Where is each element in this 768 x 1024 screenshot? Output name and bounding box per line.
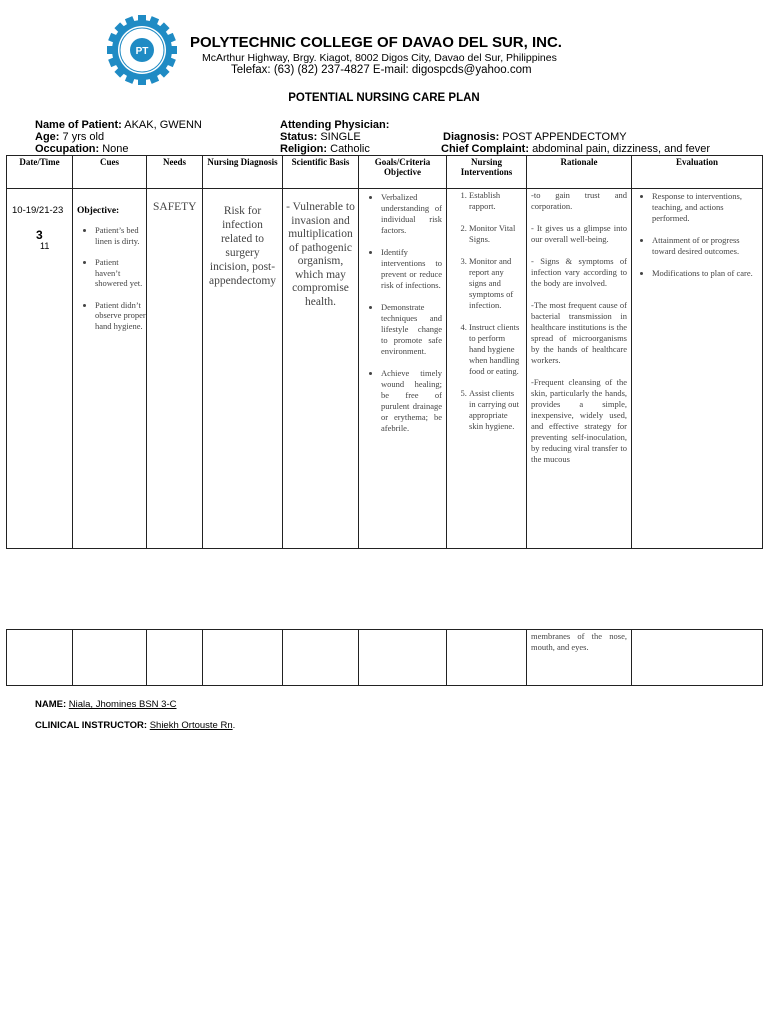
rationale-item: -Frequent cleansing of the skin, particularly the hands, provides a simple, inexpensive, widely used, and effective strategy for preventing self-inoculation, by reducing viral transfer to the mucous [531, 377, 627, 464]
patient-name: AKAK, GWENN [124, 119, 202, 131]
clinical-instructor-label: CLINICAL INSTRUCTOR: [35, 720, 148, 731]
patient-name-label: Name of Patient: [35, 119, 122, 131]
patient-age-line [35, 131, 104, 143]
religion-label: Religion: [280, 143, 328, 155]
date-big-number: 3 [36, 228, 43, 242]
rationale-item: -to gain trust and corporation. [531, 190, 627, 211]
interventions-list [447, 190, 526, 432]
evaluation-item: • Attainment of or progress toward desired outcomes. [652, 235, 758, 257]
header-date-time: Date/Time [7, 156, 73, 189]
cell-scientific-basis: - Vulnerable to invasion and multiplication of pathogenic organism, which may compromise health. [283, 189, 359, 549]
patient-name-line [35, 119, 202, 131]
rationale-item: - It gives us a glimpse into our overall well-being. [531, 223, 627, 244]
header-evaluation: Evaluation [632, 156, 763, 189]
cell-rationale-continued [527, 630, 632, 686]
date-value: 10-19/21-23 [12, 205, 64, 216]
rationale-continued-text: membranes of the nose, mouth, and eyes. [531, 631, 627, 652]
goal-item: • Identify interventions to prevent or reduce risk of infections. [381, 247, 442, 291]
cell-evaluation [632, 189, 763, 549]
evaluation-item: • Response to interventions, teaching, and actions performed. [652, 191, 758, 224]
cell-nursing-diagnosis: Risk for infection related to surgery incision, post-appendectomy [203, 189, 283, 549]
religion-line [280, 143, 370, 155]
patient-occupation-label: Occupation: [35, 143, 100, 155]
goal-item: • Achieve timely wound healing; be free of purulent drainage or erythema; be afebrile. [381, 368, 442, 434]
cell-empty [359, 630, 447, 686]
document-title: POTENTIAL NURSING CARE PLAN [288, 92, 480, 104]
patient-occupation-line [35, 143, 129, 155]
student-name-label: NAME: [35, 699, 67, 710]
table-row [7, 630, 763, 686]
evaluation-list [632, 191, 762, 279]
cell-needs: SAFETY [147, 189, 203, 549]
intervention-item: 3. Monitor and report any signs and symptoms of infection. [469, 256, 522, 311]
diagnosis-line [443, 131, 627, 143]
goal-item: • Demonstrate techniques and lifestyle change to promote safe environment. [381, 302, 442, 357]
cell-empty [73, 630, 147, 686]
evaluation-item: • Modifications to plan of care. [652, 268, 758, 279]
header-cues: Cues [73, 156, 147, 189]
cell-interventions [447, 189, 527, 549]
diagnosis-value: POST APPENDECTOMY [502, 131, 627, 143]
date-small-number: 11 [40, 241, 50, 251]
rationale-item: - Signs & symptoms of infection vary according to the body are involved. [531, 256, 627, 288]
chief-complaint-label: Chief Complaint: [441, 143, 529, 155]
diagnosis-label: Diagnosis: [443, 131, 500, 143]
college-name: POLYTECHNIC COLLEGE OF DAVAO DEL SUR, INC. [190, 34, 562, 51]
religion-value: Catholic [330, 143, 370, 155]
chief-complaint-value: abdominal pain, dizziness, and fever [532, 143, 711, 155]
cue-item: • Patient didn’t observe proper hand hygiene. [95, 300, 146, 332]
clinical-instructor-name: Shiekh Ortouste Rn [149, 720, 233, 731]
table-row [7, 189, 763, 549]
care-plan-table [6, 155, 763, 549]
cell-empty [7, 630, 73, 686]
college-address: McArthur Highway, Brgy. Kiagot, 8002 Digos City, Davao del Sur, Philippines [202, 52, 557, 64]
intervention-item: 1. Establish rapport. [469, 190, 522, 212]
physician-line [280, 119, 389, 131]
header-rationale: Rationale [527, 156, 632, 189]
cell-goals [359, 189, 447, 549]
college-seal-logo [106, 14, 178, 86]
seal-initials: PT [135, 46, 149, 57]
college-contact: Telefax: (63) (82) 237-4827 E-mail: digospcds@yahoo.com [231, 64, 532, 76]
letterhead [190, 34, 610, 76]
patient-age-label: Age: [35, 131, 60, 143]
cue-item: • Patient haven’t showered yet. [95, 257, 146, 289]
cell-empty [147, 630, 203, 686]
goal-item: • Verbalized understanding of individual risk factors. [381, 192, 442, 236]
patient-age: 7 yrs old [62, 131, 105, 143]
rationale-item: -The most frequent cause of bacterial transmission in healthcare institutions is the spread of microorganisms by the hands of healthcare workers. [531, 300, 627, 365]
cell-empty [632, 630, 763, 686]
cell-rationale [527, 189, 632, 549]
student-name-line [35, 699, 177, 710]
cues-objective-label: Objective: [77, 206, 120, 216]
goals-list [359, 192, 446, 434]
cues-list [73, 225, 146, 331]
header-goals: Goals/Criteria Objective [359, 156, 447, 189]
cue-item: • Patient’s bed linen is dirty. [95, 225, 146, 246]
care-plan-table-continued [6, 629, 763, 686]
table-header-row [7, 156, 763, 189]
status-label: Status: [280, 131, 318, 143]
status-line [280, 131, 361, 143]
intervention-item: 2. Monitor Vital Signs. [469, 223, 522, 245]
clinical-instructor-suffix: . [232, 720, 236, 731]
status-value: SINGLE [320, 131, 361, 143]
student-name: Niala, Jhomines BSN 3-C [68, 699, 177, 710]
chief-complaint-line [441, 143, 710, 155]
physician-label: Attending Physician: [280, 119, 390, 131]
header-nursing-diagnosis: Nursing Diagnosis [203, 156, 283, 189]
cell-empty [203, 630, 283, 686]
header-interventions: Nursing Interventions [447, 156, 527, 189]
intervention-item: 4. Instruct clients to perform hand hygiene when handling food or eating. [469, 322, 522, 377]
cell-empty [283, 630, 359, 686]
patient-occupation: None [102, 143, 129, 155]
header-scientific-basis: Scientific Basis [283, 156, 359, 189]
header-needs: Needs [147, 156, 203, 189]
intervention-item: 5. Assist clients in carrying out appropriate skin hygiene. [469, 388, 522, 432]
cell-date-time [7, 189, 73, 549]
clinical-instructor-line [35, 720, 235, 731]
cell-empty [447, 630, 527, 686]
cell-cues [73, 189, 147, 549]
